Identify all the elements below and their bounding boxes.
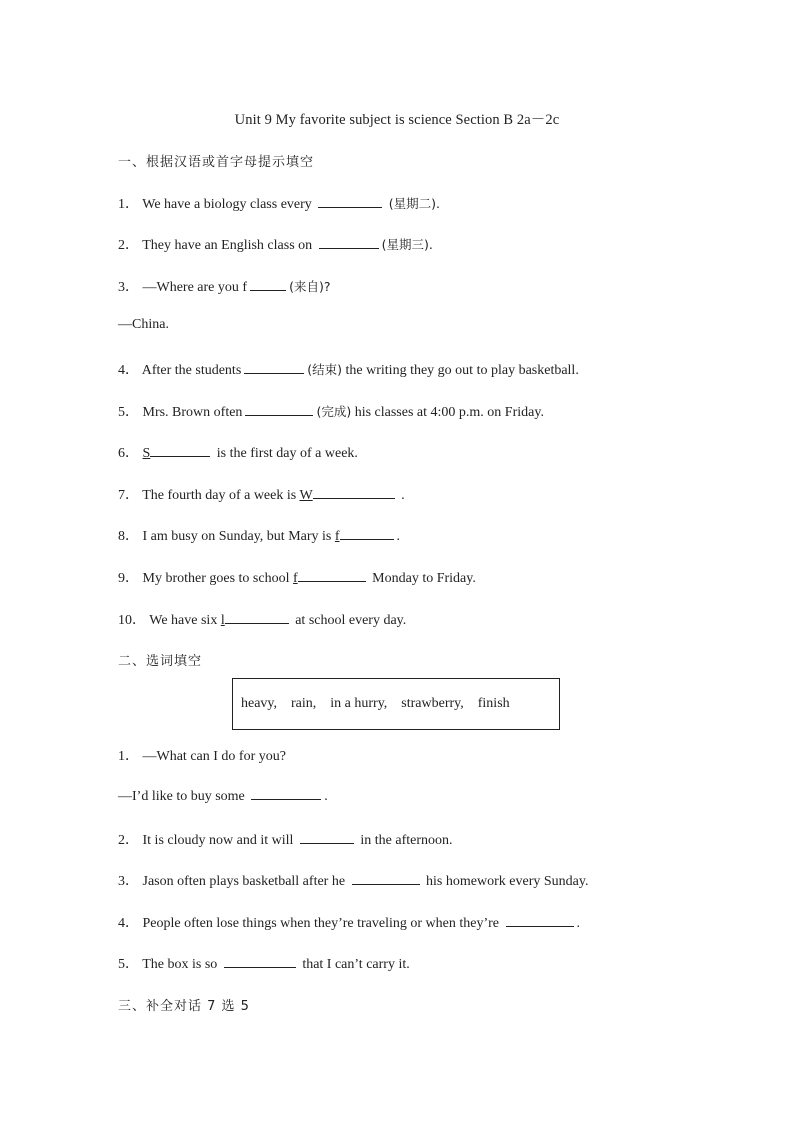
question-text: They have an English class on xyxy=(142,238,313,253)
answer-line-1-3 xyxy=(118,317,169,333)
initial-letter: W xyxy=(299,488,313,503)
chinese-hint: (来自)? xyxy=(289,279,331,294)
question-text-end: his homework every Sunday. xyxy=(422,874,589,889)
answer-blank[interactable] xyxy=(352,872,420,885)
question-1-10 xyxy=(118,609,406,629)
answer-blank[interactable] xyxy=(319,236,379,249)
answer-blank[interactable] xyxy=(225,611,289,624)
section-2-heading: 二、选词填空 xyxy=(118,654,203,669)
answer-blank[interactable] xyxy=(506,914,574,927)
answer-blank[interactable] xyxy=(224,955,296,968)
question-text-end: at school every day. xyxy=(291,613,407,628)
question-number: 7． xyxy=(118,488,139,503)
answer-blank[interactable] xyxy=(318,195,382,208)
question-2-3 xyxy=(118,870,588,890)
question-text-end: his classes at 4:00 p.m. on Friday. xyxy=(351,405,544,420)
question-text: My brother goes to school xyxy=(142,571,293,586)
initial-letter: f xyxy=(334,529,340,544)
question-text: People often lose things when they’re traveling or when they’re xyxy=(142,916,500,931)
answer-blank[interactable] xyxy=(150,444,210,457)
question-2-5 xyxy=(118,953,410,973)
chinese-hint: (星期二). xyxy=(388,196,441,211)
answer-blank[interactable] xyxy=(250,278,286,291)
section-3-heading: 三、补全对话 7 选 5 xyxy=(118,999,250,1014)
word-bank-box xyxy=(232,678,560,730)
answer-blank[interactable] xyxy=(300,831,354,844)
question-text: Jason often plays basketball after he xyxy=(142,874,346,889)
question-text: I am busy on Sunday, but Mary is xyxy=(142,529,335,544)
question-1-6 xyxy=(118,442,358,462)
question-1-5 xyxy=(118,401,544,421)
question-number: 5． xyxy=(118,957,139,972)
question-number: 4． xyxy=(118,363,139,378)
question-text: The fourth day of a week is xyxy=(142,488,300,503)
answer-blank[interactable] xyxy=(340,527,394,540)
question-text-end: the writing they go out to play basketball. xyxy=(342,363,579,378)
question-text-end: is the first day of a week. xyxy=(213,446,358,461)
answer-blank[interactable] xyxy=(245,403,313,416)
page-title: Unit 9 My favorite subject is science Section B 2a－2c xyxy=(234,112,560,128)
question-number: 1． xyxy=(118,749,139,764)
question-number: 8． xyxy=(118,529,139,544)
question-text: It is cloudy now and it will xyxy=(142,833,294,848)
question-text: After the students xyxy=(141,363,242,378)
question-number: 6． xyxy=(118,446,139,461)
word-bank-list: heavy, rain, in a hurry, strawberry, finish xyxy=(241,696,510,711)
question-2-2 xyxy=(118,829,453,849)
question-text: —What can I do for you? xyxy=(142,749,286,764)
answer-blank[interactable] xyxy=(298,569,366,582)
question-text-end: that I can’t carry it. xyxy=(298,957,410,972)
answer-blank[interactable] xyxy=(244,361,304,374)
question-number: 4． xyxy=(118,916,139,931)
initial-letter: l xyxy=(220,613,225,628)
section-1-heading: 一、根据汉语或首字母提示填空 xyxy=(118,155,315,170)
question-text-end: . xyxy=(396,529,401,544)
question-2-1 xyxy=(118,745,286,765)
question-number: 9． xyxy=(118,571,139,586)
question-text: The box is so xyxy=(142,957,218,972)
question-text-end: . xyxy=(576,916,581,931)
question-number: 3． xyxy=(118,874,139,889)
chinese-hint: (星期三). xyxy=(381,237,433,252)
question-1-2 xyxy=(118,234,433,254)
question-text-end: Monday to Friday. xyxy=(368,571,476,586)
question-2-4 xyxy=(118,912,580,932)
question-1-4 xyxy=(118,359,579,379)
question-text-end: . xyxy=(324,789,328,804)
question-1-9 xyxy=(118,567,476,587)
question-text: —I’d like to buy some xyxy=(118,789,245,804)
chinese-hint: (结束) xyxy=(307,362,343,377)
initial-letter: f xyxy=(292,571,298,586)
question-number: 2． xyxy=(118,238,139,253)
question-1-3 xyxy=(118,276,330,296)
question-text-end: in the afternoon. xyxy=(356,833,453,848)
question-1-7 xyxy=(118,484,405,504)
dialogue-reply: —China. xyxy=(118,317,169,332)
initial-letter: S xyxy=(142,446,151,461)
question-number: 1． xyxy=(118,197,139,212)
question-text: Mrs. Brown often xyxy=(142,405,243,420)
question-number: 3． xyxy=(118,280,139,295)
question-number: 10． xyxy=(118,613,146,628)
question-1-1 xyxy=(118,193,440,213)
chinese-hint: (完成) xyxy=(316,404,352,419)
question-text: We have six xyxy=(149,613,221,628)
question-number: 5． xyxy=(118,405,139,420)
question-text-end: . xyxy=(397,488,405,503)
answer-line-2-1 xyxy=(118,787,328,805)
question-1-8 xyxy=(118,525,400,545)
question-text: —Where are you f xyxy=(142,280,248,295)
question-number: 2． xyxy=(118,833,139,848)
question-text: We have a biology class every xyxy=(142,197,312,212)
answer-blank[interactable] xyxy=(251,787,321,800)
answer-blank[interactable] xyxy=(313,486,395,499)
